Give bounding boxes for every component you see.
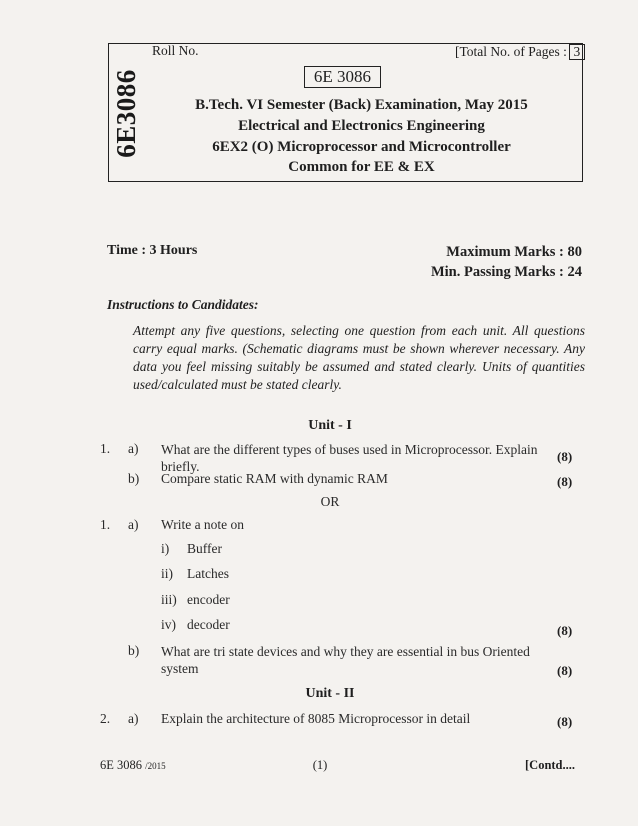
unit-1-title: Unit - I bbox=[308, 418, 352, 433]
footer-code bbox=[100, 758, 166, 773]
question-2a-marks: (8) bbox=[557, 714, 573, 729]
question-1-alt-a-label: a) bbox=[128, 517, 139, 532]
question-1a-text: What are the different types of buses used in Microprocessor. Explain briefly. bbox=[161, 442, 538, 474]
list-item bbox=[161, 617, 230, 633]
question-1-alt-b-marks: (8) bbox=[557, 663, 573, 678]
question-1-alt-b-label: b) bbox=[128, 643, 140, 658]
list-item-text: Buffer bbox=[187, 541, 222, 556]
question-1a-label: a) bbox=[128, 441, 139, 456]
maximum-marks: Maximum Marks : 80 bbox=[446, 244, 582, 260]
question-1a-marks: (8) bbox=[557, 449, 573, 464]
page-number: (1) bbox=[312, 758, 328, 772]
paper-code: 6E 3086 bbox=[304, 66, 381, 88]
list-item bbox=[161, 566, 229, 582]
question-1-alt-number: 1. bbox=[100, 517, 111, 532]
list-item-number: iv) bbox=[161, 617, 176, 632]
footer-year: /2015 bbox=[145, 761, 166, 771]
or-separator: OR bbox=[320, 494, 340, 509]
question-1-alt-a-marks: (8) bbox=[557, 623, 573, 638]
question-1b-label: b) bbox=[128, 471, 140, 486]
question-1-alt-a-text: Write a note on bbox=[161, 517, 245, 532]
subject-name: 6EX2 (O) Microprocessor and Microcontroller bbox=[212, 139, 511, 155]
side-paper-code-text: 6E3086 bbox=[110, 68, 141, 158]
list-item bbox=[161, 541, 222, 557]
unit-2-title: Unit - II bbox=[305, 686, 355, 701]
total-pages-label: [Total No. of Pages : bbox=[455, 44, 567, 59]
min-passing-marks: Min. Passing Marks : 24 bbox=[430, 264, 582, 280]
question-1-alt-b-text: What are tri state devices and why they are essential in bus Oriented system bbox=[161, 644, 530, 676]
continued-marker: [Contd.... bbox=[525, 758, 576, 772]
question-2a-text: Explain the architecture of 8085 Microprocessor in detail bbox=[161, 711, 471, 726]
list-item-text: Latches bbox=[187, 566, 229, 581]
instructions-body: Attempt any five questions, selecting one question from each unit. All questions carry equal marks. (Schematic diagrams must be shown wherever necessary. Any data you feel missing suitably be assumed and stated clearly. Units of quantities used/calculated must be stated clearly. bbox=[133, 323, 585, 392]
side-paper-code bbox=[112, 48, 140, 178]
question-1b-marks: (8) bbox=[557, 474, 573, 489]
instructions-heading: Instructions to Candidates: bbox=[107, 297, 259, 312]
exam-title: B.Tech. VI Semester (Back) Examination, May 2015 bbox=[195, 97, 528, 113]
list-item-text: decoder bbox=[187, 617, 230, 632]
list-item-text: encoder bbox=[187, 592, 230, 607]
common-branches: Common for EE & EX bbox=[288, 159, 435, 175]
list-item-number: i) bbox=[161, 541, 170, 556]
question-2-number: 2. bbox=[100, 711, 111, 726]
list-item bbox=[161, 592, 230, 608]
question-1-number: 1. bbox=[100, 441, 111, 456]
total-pages-value: 3 bbox=[569, 44, 585, 60]
roll-no-label: Roll No. bbox=[152, 43, 199, 58]
list-item-number: iii) bbox=[161, 592, 177, 607]
footer-paper-code: 6E 3086 bbox=[100, 758, 143, 772]
total-pages bbox=[455, 44, 585, 60]
time-duration: Time : 3 Hours bbox=[107, 243, 198, 258]
question-1b-text: Compare static RAM with dynamic RAM bbox=[161, 471, 388, 486]
question-2a-label: a) bbox=[128, 711, 139, 726]
list-item-number: ii) bbox=[161, 566, 173, 581]
branch-name: Electrical and Electronics Engineering bbox=[238, 118, 485, 134]
